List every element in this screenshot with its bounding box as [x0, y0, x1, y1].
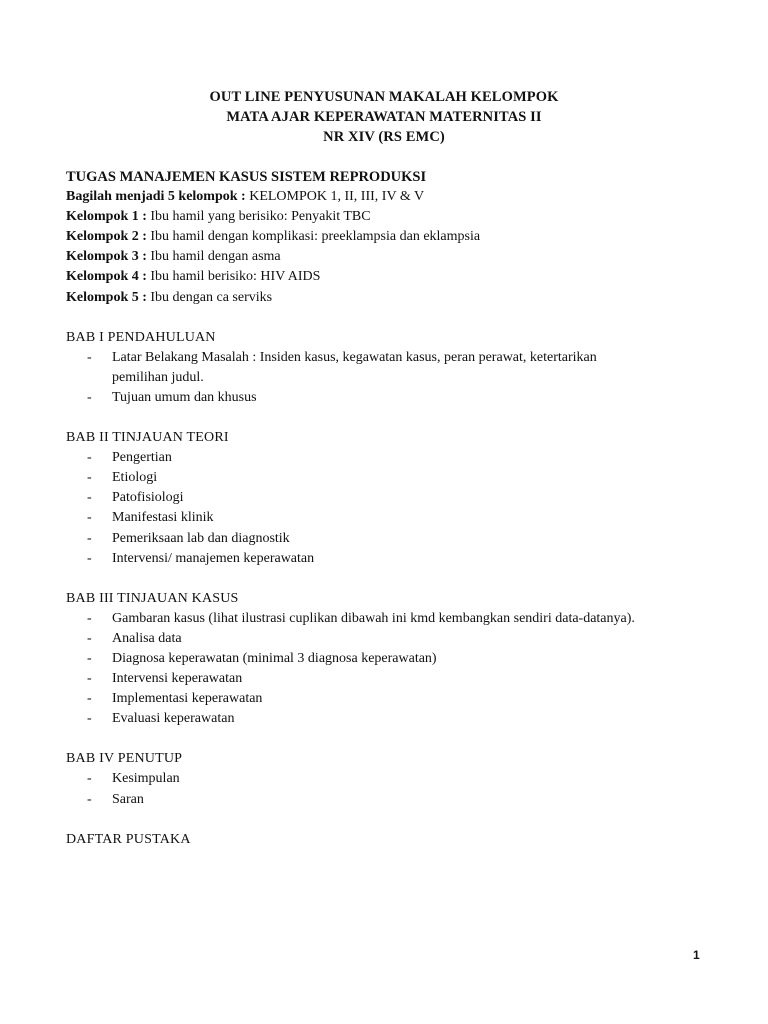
list-item [66, 488, 716, 508]
list-item-text: Manifestasi klinik [112, 510, 214, 526]
list-dash: - [87, 470, 92, 486]
task-title: TUGAS MANAJEMEN KASUS SISTEM REPRODUKSI [66, 169, 427, 185]
list-item-text: Latar Belakang Masalah : Insiden kasus, kegawatan kasus, peran perawat, ketertarikan [112, 349, 597, 365]
spacer [66, 569, 716, 589]
list-item [66, 629, 716, 649]
list-dash: - [87, 530, 92, 546]
list-dash: - [87, 490, 92, 506]
list-dash: - [87, 791, 92, 807]
group-line-5 [66, 288, 716, 308]
title-line-3: NR XIV (RS EMC) [323, 129, 445, 145]
list-item [66, 388, 716, 408]
list-item [66, 649, 716, 669]
spacer [66, 408, 716, 428]
group-topic: Ibu hamil dengan asma [146, 249, 281, 265]
group-label: Kelompok 3 : [66, 249, 147, 265]
group-division [66, 187, 716, 207]
bab2-title: BAB II TINJAUAN TEORI [66, 430, 229, 446]
document-body [66, 167, 716, 850]
group-topic: Ibu hamil dengan komplikasi: preeklampsia dan eklampsia [146, 229, 481, 245]
list-dash: - [87, 349, 92, 365]
list-dash: - [87, 630, 92, 646]
list-item [66, 468, 716, 488]
list-item-text: Gambaran kasus (lihat ilustrasi cuplikan dibawah ini kmd kembangkan sendiri data-datanya). [112, 610, 635, 626]
list-dash: - [87, 671, 92, 687]
list-item-text: pemilihan judul. [112, 369, 204, 385]
list-dash: - [87, 711, 92, 727]
list-item-text: Patofisiologi [112, 490, 184, 506]
page-number: 1 [693, 948, 700, 962]
list-item [66, 709, 716, 729]
list-item-text: Pemeriksaan lab dan diagnostik [112, 530, 290, 546]
group-line-2 [66, 227, 716, 247]
list-item-text: Analisa data [112, 630, 182, 646]
list-item [66, 689, 716, 709]
document-title [0, 87, 768, 147]
group-topic: Ibu hamil yang berisiko: Penyakit TBC [146, 209, 371, 225]
spacer [66, 308, 716, 328]
list-item-text: Implementasi keperawatan [112, 691, 263, 707]
list-dash: - [87, 771, 92, 787]
group-label: Kelompok 4 : [66, 269, 147, 285]
group-label: Kelompok 2 : [66, 229, 147, 245]
bab3-title: BAB III TINJAUAN KASUS [66, 590, 239, 606]
bab4-title: BAB IV PENUTUP [66, 751, 183, 767]
bab1-list [66, 348, 716, 408]
group-line-1 [66, 207, 716, 227]
group-topic: Ibu hamil berisiko: HIV AIDS [146, 269, 321, 285]
title-line-1: OUT LINE PENYUSUNAN MAKALAH KELOMPOK [209, 89, 559, 105]
group-topic: Ibu dengan ca serviks [146, 289, 273, 305]
bab3-list [66, 609, 716, 730]
bab1-title: BAB I PENDAHULUAN [66, 329, 216, 345]
list-dash: - [87, 510, 92, 526]
list-item-text: Saran [112, 791, 144, 807]
group-line-3 [66, 247, 716, 267]
group-division-prefix: Bagilah menjadi 5 kelompok : [66, 189, 250, 205]
list-item-text: Evaluasi keperawatan [112, 711, 235, 727]
list-item-continuation [66, 368, 716, 388]
title-line-2: MATA AJAR KEPERAWATAN MATERNITAS II [226, 109, 542, 125]
spacer [66, 729, 716, 749]
list-item-text: Intervensi/ manajemen keperawatan [112, 550, 315, 566]
list-item [66, 790, 716, 810]
list-item [66, 549, 716, 569]
list-item [66, 448, 716, 468]
group-label: Kelompok 5 : [66, 289, 147, 305]
list-dash: - [87, 610, 92, 626]
list-item [66, 769, 716, 789]
list-dash: - [87, 389, 92, 405]
list-item-text: Pengertian [112, 450, 172, 466]
list-dash: - [87, 550, 92, 566]
list-item-text: Etiologi [112, 470, 158, 486]
group-label: Kelompok 1 : [66, 209, 147, 225]
list-item [66, 609, 716, 629]
group-division-list: KELOMPOK 1, II, III, IV & V [249, 189, 425, 205]
list-item-text: Kesimpulan [112, 771, 180, 787]
list-dash: - [87, 691, 92, 707]
bab4-list [66, 769, 716, 809]
list-item [66, 508, 716, 528]
list-dash: - [87, 650, 92, 666]
daftar-pustaka-title: DAFTAR PUSTAKA [66, 831, 191, 847]
list-dash: - [87, 450, 92, 466]
list-item-text: Diagnosa keperawatan (minimal 3 diagnosa keperawatan) [112, 650, 437, 666]
bab2-list [66, 448, 716, 569]
group-line-4 [66, 267, 716, 287]
list-item [66, 669, 716, 689]
list-item-text: Tujuan umum dan khusus [112, 389, 257, 405]
list-item [66, 348, 716, 368]
list-item [66, 529, 716, 549]
list-item-text: Intervensi keperawatan [112, 671, 243, 687]
spacer [66, 810, 716, 830]
